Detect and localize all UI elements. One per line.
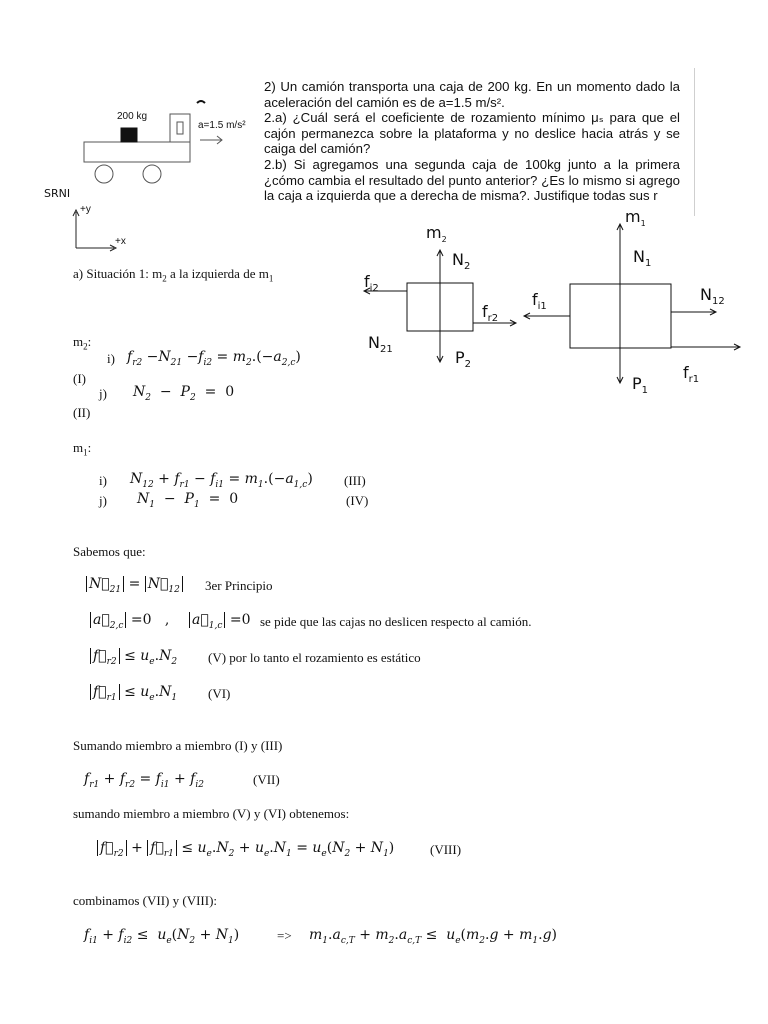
tag-II: (II) — [73, 405, 91, 420]
axes-figure — [73, 210, 116, 251]
equation-third-law: $N⃗_{21}$ = $N⃗_{12}$ — [86, 576, 183, 592]
axes-title: SRNI — [44, 187, 71, 200]
label-fi2: $f_{i2}$ — [364, 272, 379, 295]
problem-line-2: 2.a) ¿Cuál será el coeficiente de rozamiento mínimo μₛ para que el cajón permanezca sobre la plataforma y no deslice hacia atrás y se caiga del camión? — [264, 110, 680, 157]
third-principle-note: 3er Principio — [205, 578, 273, 593]
sum-I-III-heading: Sumando miembro a miembro (I) y (III) — [73, 738, 283, 753]
label-fr1: $f_{r1}$ — [683, 363, 700, 386]
eq-j-label-m1: j) — [99, 493, 107, 508]
label-m1: $m_1$ — [625, 207, 646, 229]
problem-line-3: 2.b) Si agregamos una segunda caja de 100kg junto a la primera ¿cómo cambia el resultado del punto anterior? ¿Es lo mismo si agrego la caja a izquierda que a derecha de misma?. Justifique todas sus r — [264, 156, 680, 204]
truck-figure — [84, 101, 222, 183]
truck-mark — [197, 101, 205, 103]
m1-header: $m_1$: — [73, 440, 92, 458]
truck-accel-label: a=1.5 m/s² — [198, 120, 246, 131]
truck-wheel-rear — [95, 165, 113, 183]
equation-m1-y: $N_1 - P_1 = 0$ — [137, 491, 239, 510]
problem-statement — [264, 79, 680, 204]
equation-m2-y: $N_2 - P_2 = 0$ — [133, 384, 235, 403]
y-axis-label: +y — [80, 204, 91, 215]
equation-VIII: $f⃗_{r2}$ + $f⃗_{r1} \le u_e.N_2 + u_e.N_1 = u_e(N_2 + N_1)$ — [97, 840, 394, 856]
arrowhead-N2 — [437, 250, 443, 256]
box-m2 — [407, 283, 473, 331]
label-fr2: $f_{r2}$ — [482, 302, 499, 325]
truck-wheel-front — [143, 165, 161, 183]
label-P1: $P_1$ — [632, 374, 649, 397]
arrowhead-fi1 — [524, 313, 530, 319]
label-N1: $N_1$ — [633, 247, 652, 270]
tag-VI: (VI) — [208, 686, 231, 701]
eq-j-label-m2: j) — [99, 386, 107, 401]
tag-VIII: (VIII) — [430, 842, 462, 857]
truck-platform — [84, 142, 190, 162]
tag-IV: (IV) — [346, 493, 369, 508]
x-axis-label: +x — [115, 236, 126, 247]
m2-header: $m_2$: — [73, 334, 92, 352]
column-divider — [694, 68, 695, 216]
equation-combined-right: $m_1.a_{c,T} + m_2.a_{c,T} \le u_e(m_2.g + m_1.g)$ — [309, 927, 557, 946]
eq-i-label-m1: i) — [99, 473, 107, 488]
problem-line-1: 2) Un camión transporta una caja de 200 kg. En un momento dado la aceleración del camión es de a=1.5 m/s². — [264, 79, 680, 110]
arrowhead-fr2 — [510, 320, 516, 326]
label-N12: $N_{12}$ — [700, 285, 725, 308]
eq-i-label-m2: i) — [107, 351, 115, 366]
sabemos-heading: Sabemos que: — [73, 544, 146, 559]
label-fi1: $f_{i1}$ — [532, 290, 547, 313]
tag-VII: (VII) — [253, 772, 280, 787]
truck-mass-label: 200 kg — [117, 111, 148, 122]
arrowhead-P2 — [437, 356, 443, 362]
truck-window — [177, 122, 183, 134]
equation-m1-x: $N_{12} + f_{r1} - f_{i1} = m_1.(-a_{1,c})$ — [130, 471, 313, 490]
arrowhead-N12 — [710, 309, 716, 315]
equation-V: $f⃗_{r2} \le u_e.N_2$ — [90, 648, 177, 664]
accel-arrowhead — [217, 136, 222, 144]
sum-V-VI-heading: sumando miembro a miembro (V) y (VI) obtenemos: — [73, 806, 350, 821]
equation-VI: $f⃗_{r1} \le u_e.N_1$ — [90, 684, 177, 700]
y-axis-arrowhead — [73, 210, 79, 216]
box-m1 — [570, 284, 671, 348]
equation-accel-zero-2: $a⃗_{2,c} =0$ , — [90, 612, 169, 628]
equation-combined-left: $f_{i1} + f_{i2} \le u_e(N_2 + N_1)$ — [84, 927, 240, 946]
arrowhead-P1 — [617, 377, 623, 383]
tag-III: (III) — [344, 473, 366, 488]
label-N21: $N_{21}$ — [368, 333, 393, 356]
arrowhead-N1 — [617, 224, 623, 230]
combine-heading: combinamos (VII) y (VIII): — [73, 893, 218, 908]
no-slip-note: se pide que las cajas no deslicen respecto al camión. — [260, 614, 532, 629]
situation-heading: a) Situación 1: $m_2$ a la izquierda de $m_1$ — [73, 266, 274, 284]
equation-accel-zero-1: $a⃗_{1,c} =0$ — [189, 612, 250, 628]
label-P2: $P_2$ — [455, 348, 472, 371]
truck-cabin — [170, 114, 190, 142]
implies-sign: => — [277, 928, 292, 943]
arrowhead-fr1 — [734, 344, 740, 350]
label-N2: $N_2$ — [452, 250, 471, 273]
static-friction-note: (V) por lo tanto el rozamiento es estático — [208, 650, 421, 665]
tag-I: (I) — [73, 371, 86, 386]
equation-VII: $f_{r1} + f_{r2} = f_{i1} + f_{i2}$ — [84, 771, 204, 790]
label-m2: $m_2$ — [426, 223, 447, 245]
equation-m2-x: $f_{r2} -N_{21} -f_{i2} = m_2.(-a_{2,c})$ — [127, 349, 301, 368]
truck-box — [121, 128, 137, 142]
